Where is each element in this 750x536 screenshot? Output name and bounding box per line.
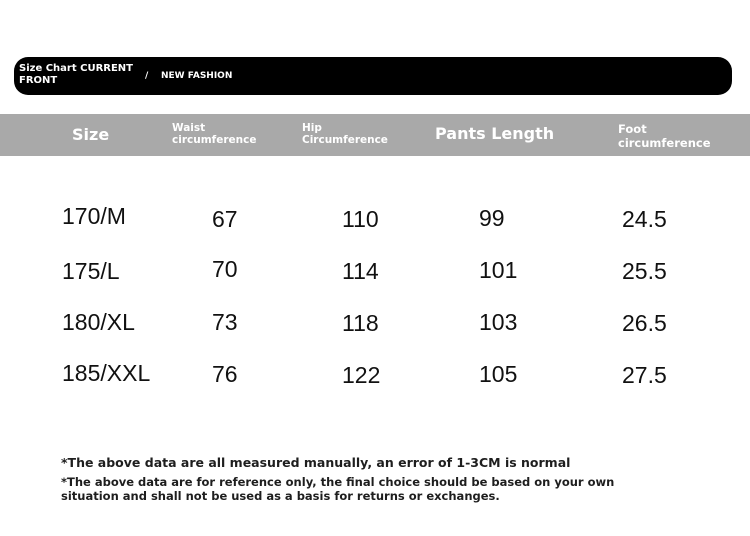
- header-foot: Foot circumference: [618, 122, 711, 150]
- cell-foot: 26.5: [622, 310, 667, 336]
- reference-note: *The above data are for reference only, the final choice should be based on your own situation and shall not be used as a basis for returns or exchanges.: [61, 475, 615, 503]
- chart-subtitle: NEW FASHION: [161, 71, 233, 81]
- cell-size: 180/XL: [62, 309, 135, 335]
- cell-waist: 73: [212, 309, 238, 335]
- header-pants-length: Pants Length: [435, 124, 555, 143]
- cell-pants-length: 105: [479, 361, 518, 387]
- cell-hip: 114: [342, 258, 379, 284]
- cell-waist: 67: [212, 206, 238, 232]
- cell-size: 185/XXL: [62, 360, 151, 386]
- chart-title: Size Chart CURRENT FRONT: [19, 63, 133, 86]
- title-separator: /: [145, 71, 149, 81]
- header-size: Size: [72, 125, 110, 144]
- cell-size: 170/M: [62, 203, 126, 229]
- cell-pants-length: 103: [479, 309, 518, 335]
- title-bar: [14, 57, 732, 95]
- cell-hip: 122: [342, 362, 381, 388]
- header-waist: Waist circumference: [172, 122, 257, 146]
- cell-foot: 27.5: [622, 362, 667, 388]
- table-header: [0, 114, 750, 156]
- cell-waist: 76: [212, 361, 238, 387]
- cell-hip: 110: [342, 206, 379, 232]
- cell-foot: 25.5: [622, 258, 667, 284]
- cell-size: 175/L: [62, 258, 120, 284]
- measurement-note: *The above data are all measured manually, an error of 1-3CM is normal: [61, 455, 571, 470]
- cell-foot: 24.5: [622, 206, 667, 232]
- cell-waist: 70: [212, 256, 238, 282]
- header-hip: Hip Circumference: [302, 122, 388, 146]
- cell-pants-length: 101: [479, 257, 518, 283]
- cell-hip: 118: [342, 310, 379, 336]
- cell-pants-length: 99: [479, 205, 505, 231]
